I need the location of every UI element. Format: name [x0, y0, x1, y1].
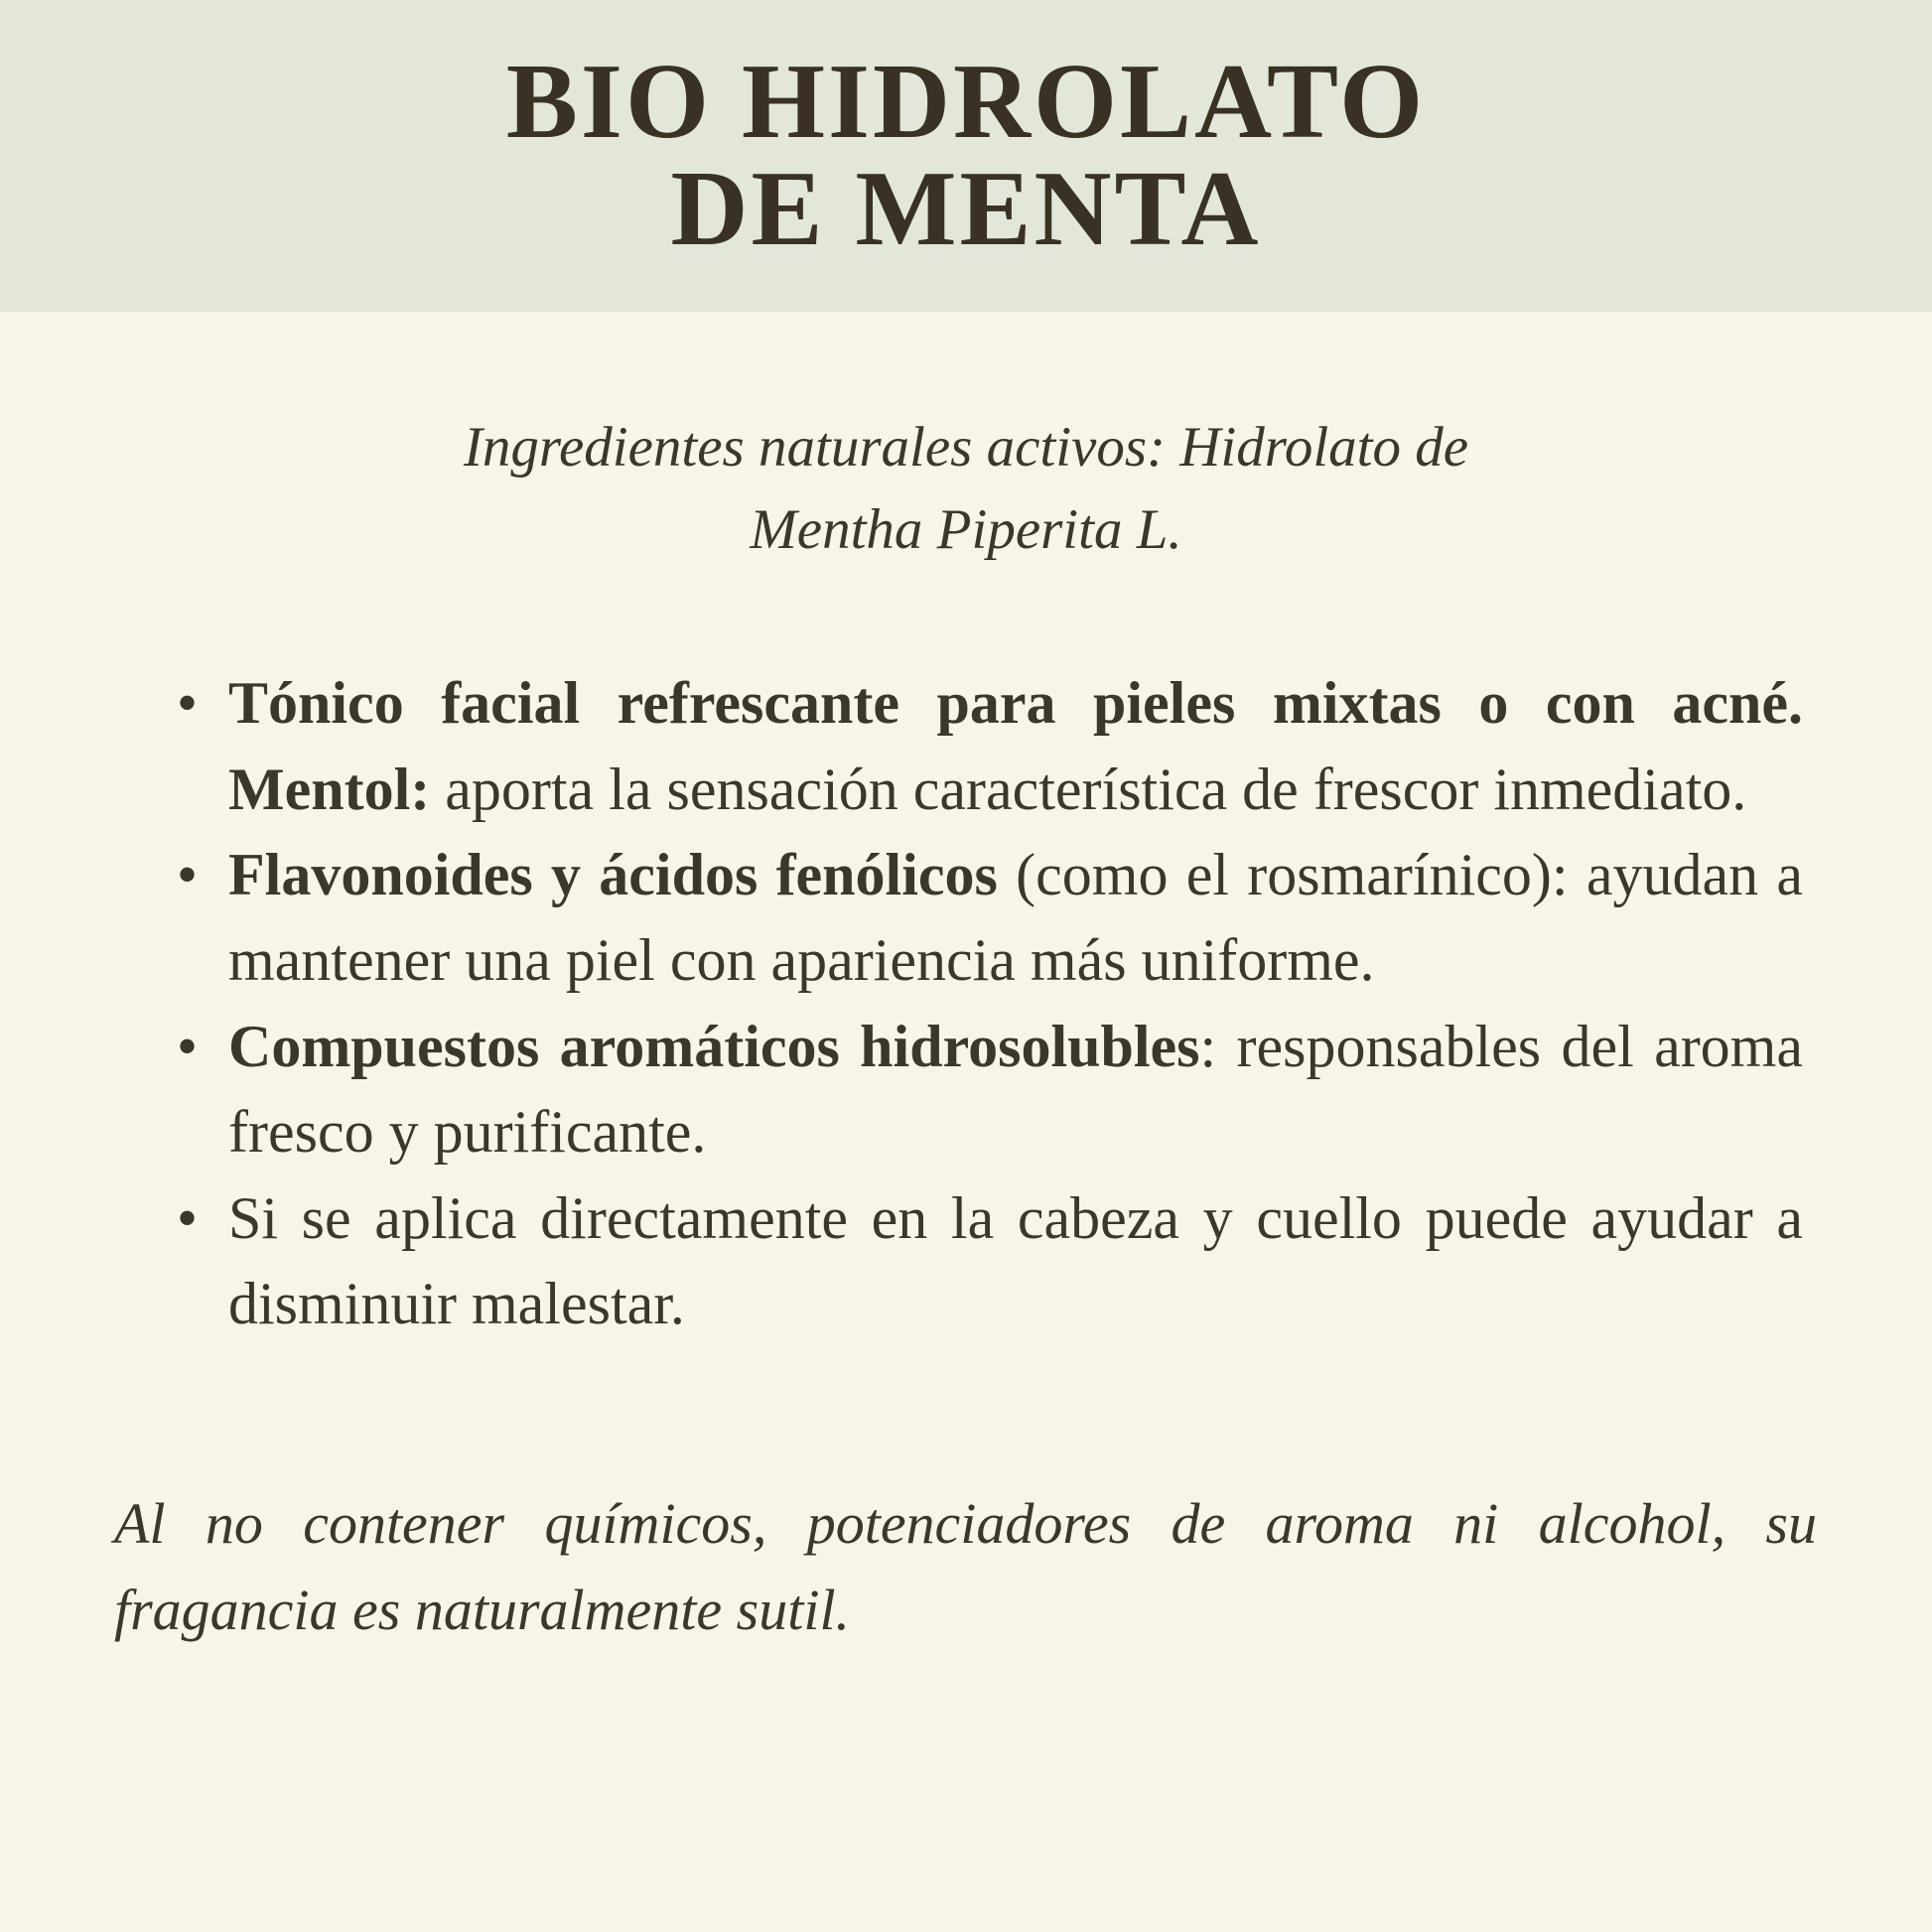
list-item	[151, 1004, 1803, 1175]
list-item	[151, 832, 1803, 1004]
ingredients-subtitle-line-1: Ingredientes naturales activos: Hidrolato de	[463, 416, 1469, 479]
page-title	[505, 43, 1427, 268]
benefit-regular-text: : responsables del aroma fresco y purificante.	[228, 1013, 1803, 1166]
header-band	[0, 0, 1932, 312]
ingredients-subtitle	[0, 407, 1932, 571]
page-title-line-1: BIO HIDROLATO	[505, 43, 1427, 161]
page-title-line-2: DE MENTA	[670, 150, 1262, 268]
benefit-bold-text: Compuestos aromáticos hidrosolubles	[228, 1013, 1200, 1079]
benefit-regular-text: aporta la sensación característica de frescor inmediato.	[430, 756, 1747, 822]
ingredients-subtitle-line-2: Mentha Piperita L.	[750, 497, 1182, 561]
list-item	[151, 660, 1803, 832]
benefit-bold-text: Tónico facial refrescante para pieles mixtas o con acné. Mentol:	[228, 670, 1803, 822]
benefit-regular-text: Si se aplica directamente en la cabeza y cuello puede ayudar a disminuir malestar.	[228, 1184, 1803, 1337]
benefit-regular-text: (como el rosmarínico): ayudan a mantener una piel con apariencia más uniforme.	[228, 842, 1803, 994]
benefit-bold-text: Flavonoides y ácidos fenólicos	[228, 842, 998, 908]
fragrance-note: Al no contener químicos, potenciadores de aroma ni alcohol, su fragancia es naturalmente sutil.	[114, 1491, 1817, 1643]
list-item	[151, 1175, 1803, 1347]
benefits-list	[151, 660, 1803, 1346]
